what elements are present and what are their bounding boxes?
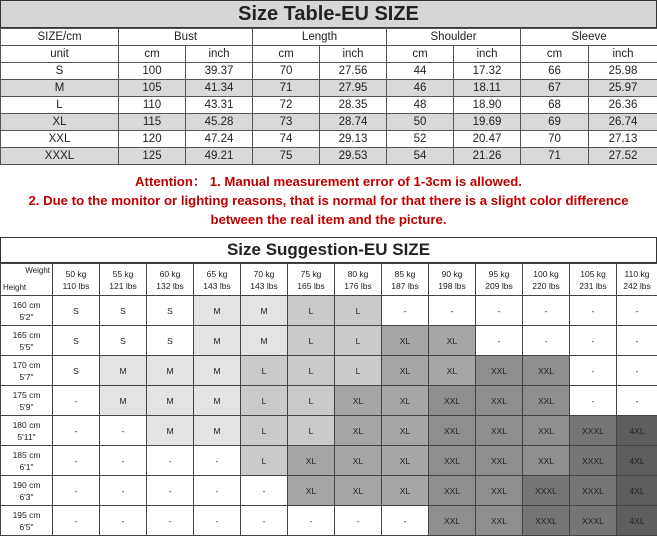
notice-line-2: 2. Due to the monitor or lighting reasons, that is normal for that there is a slight color difference	[0, 191, 657, 210]
weight-kg: 70 kg	[241, 268, 287, 280]
suggested-size-cell: -	[147, 506, 194, 536]
height-row	[1, 476, 657, 506]
size-suggestion-title: Size Suggestion-EU SIZE	[0, 237, 657, 263]
size-table-row	[1, 80, 657, 97]
suggested-size-cell: -	[53, 476, 100, 506]
weight-header-cell	[147, 264, 194, 296]
size-label: XXXL	[1, 148, 119, 165]
measure-group-header: Sleeve	[521, 29, 657, 46]
measurement-cell: 46	[387, 80, 454, 97]
weight-header-cell	[53, 264, 100, 296]
height-ft: 5'11"	[1, 431, 52, 443]
measurement-cell: 75	[253, 148, 320, 165]
measurement-cell: 100	[119, 63, 186, 80]
suggested-size-cell: XXXL	[523, 476, 570, 506]
measurement-cell: 18.90	[454, 97, 521, 114]
suggested-size-cell: S	[53, 356, 100, 386]
height-ft: 5'7"	[1, 371, 52, 383]
measurement-cell: 68	[521, 97, 589, 114]
unit-cell: cm	[521, 46, 589, 63]
measurement-cell: 41.34	[186, 80, 253, 97]
corner-height-label: Height	[3, 282, 26, 294]
suggested-size-cell: M	[100, 386, 147, 416]
size-table-row	[1, 148, 657, 165]
weight-header-cell	[194, 264, 241, 296]
measurement-cell: 74	[253, 131, 320, 148]
suggested-size-cell: XXL	[429, 386, 476, 416]
height-cell	[1, 476, 53, 506]
suggested-size-cell: XXL	[429, 506, 476, 536]
measurement-cell: 70	[521, 131, 589, 148]
weight-lbs: 187 lbs	[382, 280, 428, 292]
weight-header-cell	[288, 264, 335, 296]
suggested-size-cell: -	[429, 296, 476, 326]
measurement-cell: 27.13	[589, 131, 657, 148]
suggested-size-cell: XL	[429, 326, 476, 356]
suggested-size-cell: S	[147, 296, 194, 326]
size-table-title: Size Table-EU SIZE	[0, 0, 657, 28]
measurement-cell: 45.28	[186, 114, 253, 131]
suggested-size-cell: -	[194, 476, 241, 506]
measurement-cell: 125	[119, 148, 186, 165]
suggested-size-cell: M	[194, 416, 241, 446]
suggested-size-cell: -	[288, 506, 335, 536]
suggested-size-cell: -	[147, 446, 194, 476]
weight-kg: 50 kg	[53, 268, 99, 280]
notice-line-1: Attention： 1. Manual measurement error of 1-3cm is allowed.	[0, 172, 657, 191]
height-cm: 160 cm	[1, 299, 52, 311]
suggested-size-cell: -	[100, 446, 147, 476]
measurement-cell: 28.74	[320, 114, 387, 131]
suggested-size-cell: -	[570, 356, 617, 386]
weight-lbs: 143 lbs	[194, 280, 240, 292]
height-row	[1, 506, 657, 536]
measurement-cell: 28.35	[320, 97, 387, 114]
unit-cell: inch	[454, 46, 521, 63]
corner-weight-label: Weight	[25, 265, 50, 277]
height-cm: 195 cm	[1, 509, 52, 521]
suggested-size-cell: M	[194, 356, 241, 386]
measurement-cell: 27.56	[320, 63, 387, 80]
suggested-size-cell: -	[194, 446, 241, 476]
suggested-size-cell: XXL	[476, 386, 523, 416]
suggested-size-cell: -	[617, 326, 657, 356]
unit-cell: inch	[320, 46, 387, 63]
measurement-cell: 50	[387, 114, 454, 131]
measurement-cell: 49.21	[186, 148, 253, 165]
suggested-size-cell: -	[53, 506, 100, 536]
suggested-size-cell: XL	[382, 446, 429, 476]
suggested-size-cell: -	[100, 506, 147, 536]
height-cm: 175 cm	[1, 389, 52, 401]
measurement-cell: 73	[253, 114, 320, 131]
suggested-size-cell: 4XL	[617, 446, 657, 476]
suggested-size-cell: XL	[382, 476, 429, 506]
suggested-size-cell: M	[241, 326, 288, 356]
measurement-cell: 43.31	[186, 97, 253, 114]
suggested-size-cell: 4XL	[617, 506, 657, 536]
height-ft: 6'3"	[1, 491, 52, 503]
weight-kg: 90 kg	[429, 268, 475, 280]
measurement-cell: 110	[119, 97, 186, 114]
measure-group-header: Length	[253, 29, 387, 46]
suggested-size-cell: L	[288, 386, 335, 416]
measurement-cell: 27.95	[320, 80, 387, 97]
measurement-cell: 29.53	[320, 148, 387, 165]
suggested-size-cell: XXL	[476, 506, 523, 536]
suggested-size-cell: -	[570, 326, 617, 356]
height-cell	[1, 356, 53, 386]
notice-line-3: between the real item and the picture.	[0, 210, 657, 229]
suggested-size-cell: XL	[382, 386, 429, 416]
suggested-size-cell: -	[382, 506, 429, 536]
suggested-size-cell: -	[523, 326, 570, 356]
suggested-size-cell: XXL	[476, 476, 523, 506]
height-ft: 6'1"	[1, 461, 52, 473]
size-label: XL	[1, 114, 119, 131]
measurement-cell: 17.32	[454, 63, 521, 80]
size-table-unit-row	[1, 46, 657, 63]
suggested-size-cell: XXXL	[570, 506, 617, 536]
height-row	[1, 296, 657, 326]
measure-group-header: Shoulder	[387, 29, 521, 46]
suggested-size-cell: XXL	[476, 416, 523, 446]
size-col-header: SIZE/cm	[1, 29, 119, 46]
suggested-size-cell: S	[53, 296, 100, 326]
suggested-size-cell: L	[288, 356, 335, 386]
suggested-size-cell: XXL	[523, 386, 570, 416]
weight-header-cell	[335, 264, 382, 296]
height-cm: 180 cm	[1, 419, 52, 431]
unit-cell: cm	[119, 46, 186, 63]
suggested-size-cell: -	[476, 326, 523, 356]
weight-lbs: 198 lbs	[429, 280, 475, 292]
size-table-row	[1, 114, 657, 131]
suggested-size-cell: M	[194, 296, 241, 326]
weight-kg: 55 kg	[100, 268, 146, 280]
suggested-size-cell: XXL	[476, 356, 523, 386]
height-cell	[1, 446, 53, 476]
suggested-size-cell: -	[476, 296, 523, 326]
weight-kg: 110 kg	[617, 268, 657, 280]
weight-lbs: 209 lbs	[476, 280, 522, 292]
suggested-size-cell: L	[335, 296, 382, 326]
unit-cell: cm	[253, 46, 320, 63]
weight-lbs: 132 lbs	[147, 280, 193, 292]
suggested-size-cell: M	[241, 296, 288, 326]
height-cell	[1, 416, 53, 446]
unit-label: unit	[1, 46, 119, 63]
weight-header-cell	[570, 264, 617, 296]
weight-header-cell	[523, 264, 570, 296]
suggested-size-cell: L	[288, 326, 335, 356]
weight-kg: 85 kg	[382, 268, 428, 280]
suggested-size-cell: XL	[382, 356, 429, 386]
suggested-size-cell: XXXL	[570, 476, 617, 506]
suggested-size-cell: -	[523, 296, 570, 326]
measurement-cell: 44	[387, 63, 454, 80]
size-label: XXL	[1, 131, 119, 148]
size-table-row	[1, 131, 657, 148]
suggested-size-cell: -	[335, 506, 382, 536]
measurement-cell: 26.36	[589, 97, 657, 114]
suggested-size-cell: XXL	[523, 356, 570, 386]
measurement-cell: 115	[119, 114, 186, 131]
suggested-size-cell: XXL	[523, 416, 570, 446]
suggested-size-cell: XL	[382, 416, 429, 446]
suggested-size-cell: XL	[288, 446, 335, 476]
suggested-size-cell: M	[194, 386, 241, 416]
suggested-size-cell: M	[147, 356, 194, 386]
height-ft: 5'9"	[1, 401, 52, 413]
suggested-size-cell: XL	[382, 326, 429, 356]
height-cell	[1, 386, 53, 416]
height-cm: 190 cm	[1, 479, 52, 491]
weight-header-cell	[617, 264, 657, 296]
unit-cell: inch	[589, 46, 657, 63]
weight-kg: 80 kg	[335, 268, 381, 280]
measurement-cell: 69	[521, 114, 589, 131]
suggested-size-cell: S	[100, 326, 147, 356]
size-label: S	[1, 63, 119, 80]
weight-lbs: 110 lbs	[53, 280, 99, 292]
weight-kg: 100 kg	[523, 268, 569, 280]
height-row	[1, 356, 657, 386]
size-label: L	[1, 97, 119, 114]
measurement-cell: 120	[119, 131, 186, 148]
suggested-size-cell: XL	[335, 446, 382, 476]
measurement-cell: 72	[253, 97, 320, 114]
suggested-size-cell: L	[241, 386, 288, 416]
measurement-cell: 67	[521, 80, 589, 97]
height-row	[1, 416, 657, 446]
suggested-size-cell: 4XL	[617, 416, 657, 446]
height-cell	[1, 326, 53, 356]
weight-kg: 105 kg	[570, 268, 616, 280]
suggested-size-cell: XXXL	[570, 416, 617, 446]
height-row	[1, 386, 657, 416]
weight-kg: 95 kg	[476, 268, 522, 280]
suggested-size-cell: XXL	[429, 476, 476, 506]
height-cm: 185 cm	[1, 449, 52, 461]
measurement-cell: 26.74	[589, 114, 657, 131]
height-cell	[1, 506, 53, 536]
measurement-cell: 71	[253, 80, 320, 97]
measurement-cell: 66	[521, 63, 589, 80]
size-label: M	[1, 80, 119, 97]
suggested-size-cell: L	[241, 416, 288, 446]
height-row	[1, 326, 657, 356]
suggested-size-cell: L	[241, 446, 288, 476]
measure-group-header: Bust	[119, 29, 253, 46]
height-cell	[1, 296, 53, 326]
weight-lbs: 242 lbs	[617, 280, 657, 292]
suggested-size-cell: -	[194, 506, 241, 536]
suggested-size-cell: L	[288, 296, 335, 326]
suggested-size-cell: -	[241, 476, 288, 506]
measurement-cell: 18.11	[454, 80, 521, 97]
weight-lbs: 220 lbs	[523, 280, 569, 292]
suggested-size-cell: M	[194, 326, 241, 356]
suggested-size-cell: L	[335, 326, 382, 356]
height-cm: 170 cm	[1, 359, 52, 371]
measurement-cell: 52	[387, 131, 454, 148]
suggested-size-cell: -	[53, 446, 100, 476]
measurement-cell: 20.47	[454, 131, 521, 148]
measurement-cell: 39.37	[186, 63, 253, 80]
size-table-section	[0, 0, 657, 229]
measurement-cell: 29.13	[320, 131, 387, 148]
size-table-group-row	[1, 29, 657, 46]
suggested-size-cell: -	[382, 296, 429, 326]
suggested-size-cell: M	[147, 386, 194, 416]
weight-lbs: 165 lbs	[288, 280, 334, 292]
size-suggestion-table	[0, 263, 657, 536]
size-table	[0, 28, 657, 165]
size-suggestion-section	[0, 237, 657, 533]
suggested-size-cell: -	[147, 476, 194, 506]
height-ft: 5'2"	[1, 311, 52, 323]
unit-cell: cm	[387, 46, 454, 63]
suggested-size-cell: XXL	[429, 446, 476, 476]
suggested-size-cell: XXL	[523, 446, 570, 476]
suggested-size-cell: -	[53, 386, 100, 416]
suggested-size-cell: L	[288, 416, 335, 446]
measurement-cell: 105	[119, 80, 186, 97]
suggested-size-cell: XXL	[429, 416, 476, 446]
measurement-cell: 25.97	[589, 80, 657, 97]
unit-cell: inch	[186, 46, 253, 63]
height-row	[1, 446, 657, 476]
suggested-size-cell: XL	[429, 356, 476, 386]
suggested-size-cell: XXXL	[523, 506, 570, 536]
measurement-cell: 27.52	[589, 148, 657, 165]
suggested-size-cell: -	[617, 356, 657, 386]
suggested-size-cell: -	[53, 416, 100, 446]
weight-lbs: 121 lbs	[100, 280, 146, 292]
weight-lbs: 231 lbs	[570, 280, 616, 292]
suggested-size-cell: -	[241, 506, 288, 536]
measurement-cell: 48	[387, 97, 454, 114]
suggested-size-cell: XL	[335, 416, 382, 446]
suggested-size-cell: M	[100, 356, 147, 386]
size-table-row	[1, 97, 657, 114]
suggested-size-cell: 4XL	[617, 476, 657, 506]
suggested-size-cell: -	[617, 296, 657, 326]
suggested-size-cell: L	[241, 356, 288, 386]
suggested-size-cell: L	[335, 356, 382, 386]
height-ft: 5'5"	[1, 341, 52, 353]
size-table-row	[1, 63, 657, 80]
suggested-size-cell: -	[617, 386, 657, 416]
suggested-size-cell: M	[147, 416, 194, 446]
suggested-size-cell: XL	[288, 476, 335, 506]
suggested-size-cell: -	[570, 296, 617, 326]
measurement-cell: 70	[253, 63, 320, 80]
weight-header-row	[1, 264, 657, 296]
measurement-cell: 71	[521, 148, 589, 165]
measurement-cell: 25.98	[589, 63, 657, 80]
measurement-cell: 21.26	[454, 148, 521, 165]
weight-lbs: 143 lbs	[241, 280, 287, 292]
weight-header-cell	[382, 264, 429, 296]
weight-kg: 60 kg	[147, 268, 193, 280]
measurement-cell: 19.69	[454, 114, 521, 131]
suggested-size-cell: -	[100, 416, 147, 446]
corner-cell	[1, 264, 53, 296]
measurement-cell: 54	[387, 148, 454, 165]
suggested-size-cell: XL	[335, 476, 382, 506]
weight-header-cell	[100, 264, 147, 296]
height-cm: 165 cm	[1, 329, 52, 341]
measurement-cell: 47.24	[186, 131, 253, 148]
suggested-size-cell: S	[100, 296, 147, 326]
weight-kg: 65 kg	[194, 268, 240, 280]
suggested-size-cell: -	[100, 476, 147, 506]
attention-notice	[0, 172, 657, 229]
suggested-size-cell: S	[53, 326, 100, 356]
suggested-size-cell: XL	[335, 386, 382, 416]
weight-kg: 75 kg	[288, 268, 334, 280]
weight-lbs: 176 lbs	[335, 280, 381, 292]
weight-header-cell	[476, 264, 523, 296]
suggested-size-cell: -	[570, 386, 617, 416]
weight-header-cell	[429, 264, 476, 296]
suggested-size-cell: XXXL	[570, 446, 617, 476]
suggested-size-cell: XXL	[476, 446, 523, 476]
weight-header-cell	[241, 264, 288, 296]
height-ft: 6'5"	[1, 521, 52, 533]
suggested-size-cell: S	[147, 326, 194, 356]
